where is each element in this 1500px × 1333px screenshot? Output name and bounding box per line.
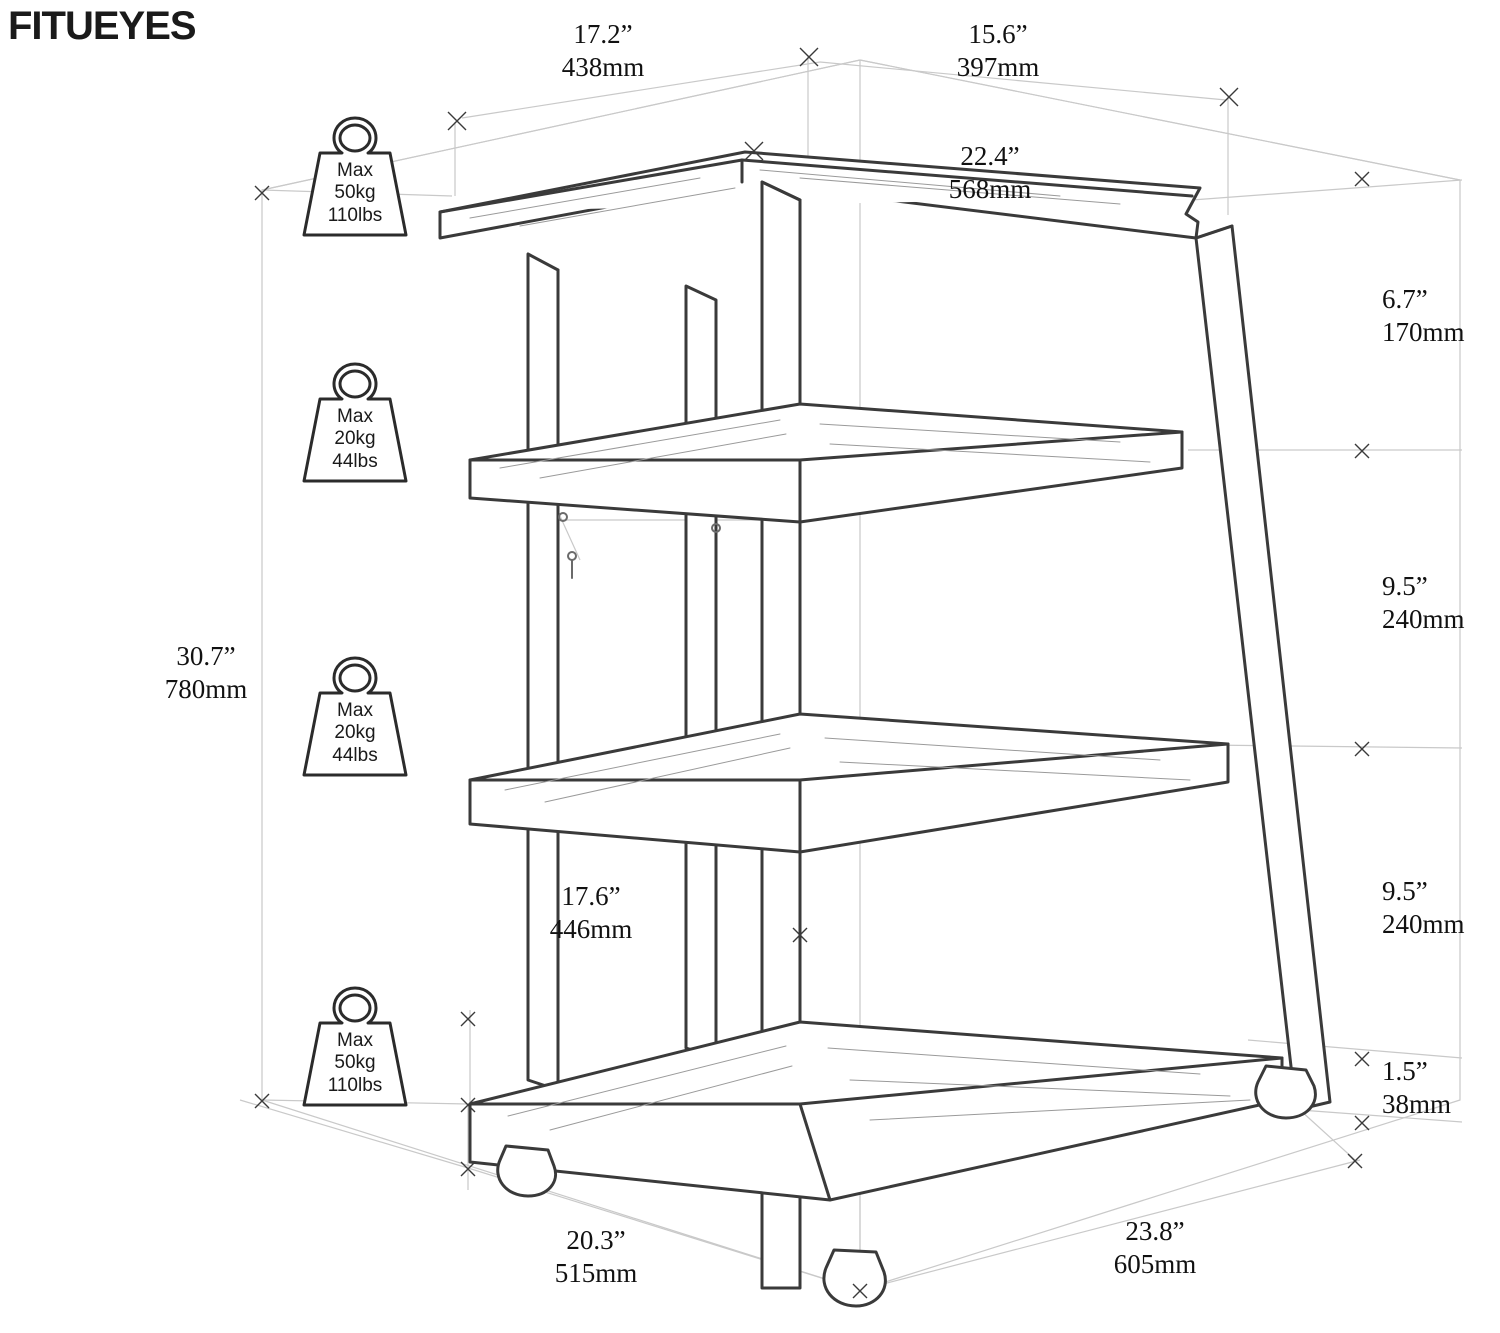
weight-label-line1: Max [337,1030,373,1051]
weight-label-line2: 50kg [334,182,376,204]
dimension-inner-shelf-width [501,880,681,947]
dimension-bottom-clearance [1382,1055,1500,1122]
weight-label-line1: Max [337,700,373,721]
dimension-value-inch: 1.5” [1382,1056,1428,1086]
dimension-top-gap-height [1382,283,1500,350]
weight-badge-third-shelf [296,652,414,787]
dimension-value-mm: 170mm [1382,317,1465,348]
dimension-base-left-width [506,1224,686,1291]
dimension-value-mm: 240mm [1382,909,1465,940]
dimension-value-inch: 23.8” [1125,1216,1185,1246]
dimension-third-gap-height [1382,875,1500,942]
dimension-value-mm: 515mm [554,1258,638,1289]
dimension-value-inch: 17.6” [561,881,621,911]
dimension-value-inch: 9.5” [1382,571,1428,601]
shelf-unit [440,152,1330,1306]
dimension-value-mm: 397mm [956,52,1040,83]
dimension-value-inch: 30.7” [176,641,236,671]
dimension-top-right-depth [908,18,1088,85]
dimension-value-mm: 780mm [164,674,248,705]
dimension-value-mm: 605mm [1113,1249,1197,1280]
dimension-value-inch: 22.4” [960,141,1020,171]
weight-label-line2: 20kg [334,722,376,744]
dimension-second-gap-height [1382,570,1500,637]
weight-label-line2: 20kg [334,428,376,450]
weight-badge-bottom-shelf [296,982,414,1117]
weight-label-line3: 44lbs [332,744,378,766]
brand-logo-part1: FITU [8,4,93,48]
dimension-value-inch: 15.6” [968,19,1028,49]
dimension-value-mm: 446mm [549,914,633,945]
weight-label-line2: 50kg [334,1052,376,1074]
weight-label-line1: Max [337,160,373,181]
dimension-value-mm: 240mm [1382,604,1465,635]
weight-badge-second-shelf [296,358,414,493]
dimension-value-inch: 6.7” [1382,284,1428,314]
weight-badge-top-shelf [296,112,414,247]
dimension-value-mm: 38mm [1382,1089,1452,1120]
weight-label-line3: 44lbs [332,450,378,472]
weight-label-line1: Max [337,406,373,427]
weight-label-line3: 110lbs [327,1074,383,1096]
brand-logo-part2: EYES [92,4,196,48]
dimension-value-inch: 9.5” [1382,876,1428,906]
dimension-top-shelf-width [900,140,1080,207]
dimension-value-inch: 17.2” [573,19,633,49]
brand-logo [8,6,196,46]
dimension-value-inch: 20.3” [566,1225,626,1255]
dimension-total-height [116,640,296,707]
weight-label-line3: 110lbs [327,204,383,226]
dimension-value-mm: 438mm [561,52,645,83]
dimension-value-mm: 568mm [948,174,1032,205]
dimension-top-left-depth [513,18,693,85]
dimension-base-right-width [1065,1215,1245,1282]
